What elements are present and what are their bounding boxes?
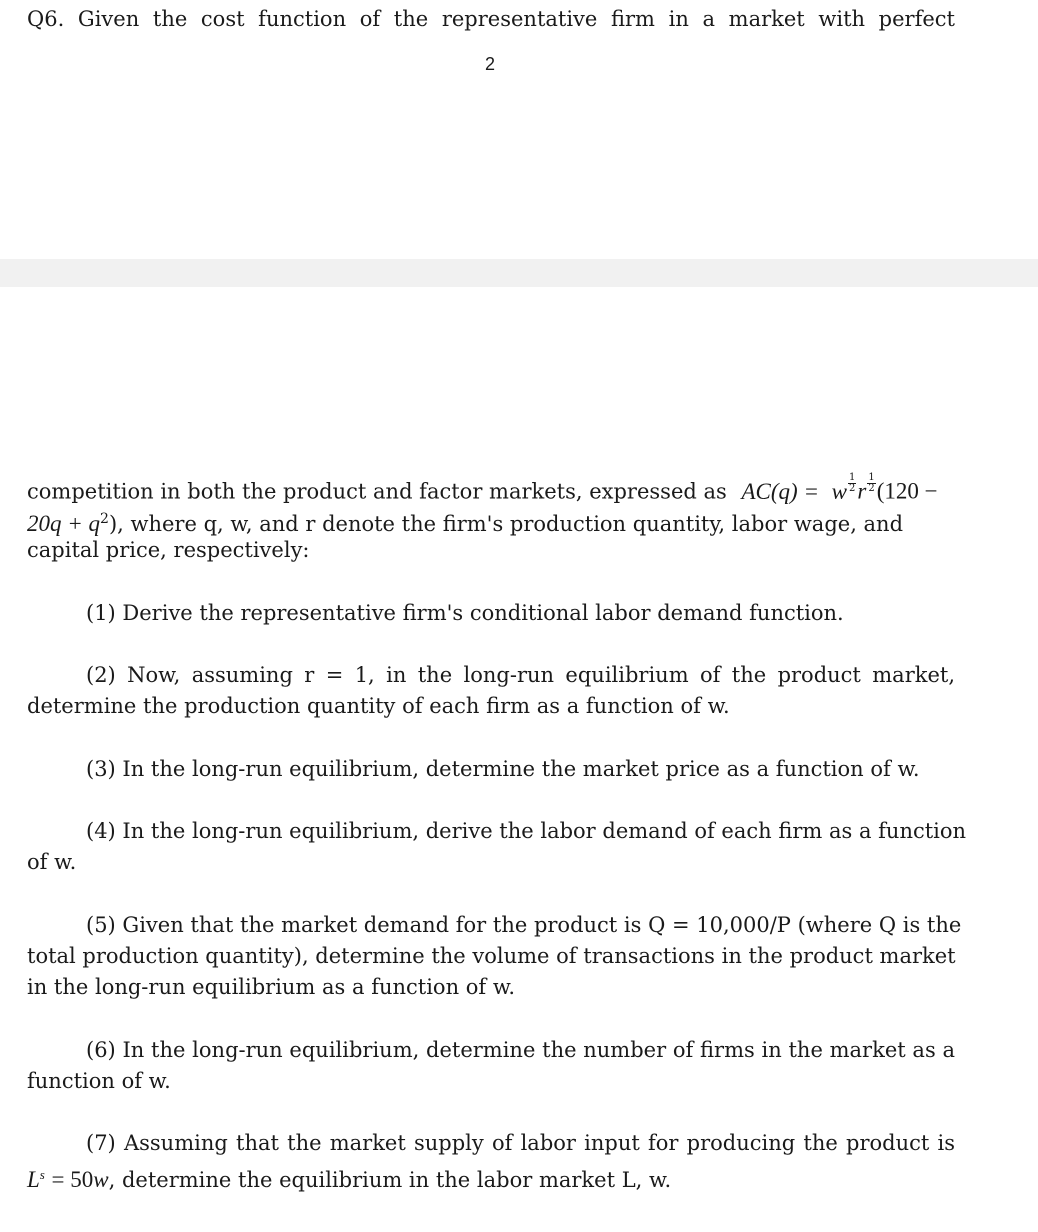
part-1-line-1: (1) Derive the representative firm's conditional labor demand function. (86, 601, 844, 625)
formula-open: (120 − (876, 478, 938, 504)
part-5-line-2: total production quantity), determine the volume of transactions in the product market (27, 944, 956, 968)
formula-w-exponent: $\frac{1}{2}$ (849, 472, 856, 494)
formula-ac-lhs: AC(q) = (741, 478, 819, 504)
part-7-rest: , determine the equilibrium in the labor market L, w. (108, 1168, 672, 1192)
part-4-line-1: (4) In the long-run equilibrium, derive the labor demand of each firm as a function (86, 819, 967, 843)
question-intro-text-1: Given the cost function of the representative firm in a market with perfect (77, 7, 955, 31)
part-7-line-1: (7) Assuming that the market supply of labor input for producing the product is (86, 1131, 955, 1155)
part-5-line-3: in the long-run equilibrium as a function of w. (27, 975, 516, 999)
formula-labor-supply-eq: = 50 (51, 1167, 94, 1192)
part-2-line-1: (2) Now, assuming r = 1, in the long-run equilibrium of the product market, (86, 663, 955, 687)
formula-labor-supply-w: w (93, 1167, 109, 1192)
question-intro-line-4: capital price, respectively: (27, 538, 310, 562)
part-3-line-1: (3) In the long-run equilibrium, determine the market price as a function of w. (86, 757, 920, 781)
formula-line3-start: 20q + q (27, 511, 101, 536)
part-6-line-1: (6) In the long-run equilibrium, determine the number of firms in the market as a (86, 1038, 955, 1062)
part-5-line-1: (5) Given that the market demand for the product is Q = 10,000/P (where Q is the (86, 913, 962, 937)
page-separator (0, 259, 1038, 287)
question-intro-text-2: competition in both the product and factor markets, expressed as (27, 479, 727, 504)
formula-r-exponent: $\frac{1}{2}$ (868, 472, 875, 494)
part-7-line-2 (27, 1159, 955, 1196)
formula-labor-supply-s: s (39, 1167, 45, 1182)
question-intro-text-3: ), where q, w, and r denote the firm's production quantity, labor wage, and (108, 512, 904, 536)
formula-labor-supply-l: L (27, 1167, 40, 1192)
question-intro-line-1 (27, 4, 955, 35)
formula-w: w (831, 478, 848, 504)
page-number: 2 (484, 54, 495, 74)
part-4-line-2: of w. (27, 850, 77, 874)
formula-square: 2 (100, 511, 109, 527)
part-6-line-2: function of w. (27, 1069, 171, 1093)
question-intro-line-2 (27, 473, 955, 508)
formula-r: r (857, 478, 867, 504)
question-label: Q6. (27, 7, 65, 31)
part-2-line-2: determine the production quantity of each firm as a function of w. (27, 694, 730, 718)
